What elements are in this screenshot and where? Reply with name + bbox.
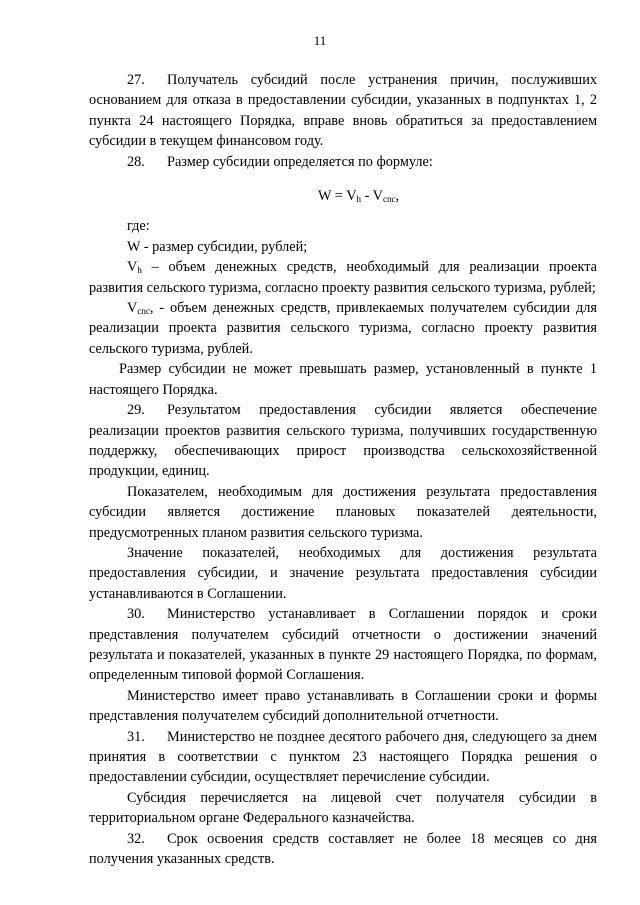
definition-vh [89, 257, 597, 298]
definition-w: W - размер субсидии, рублей; [127, 238, 308, 255]
paragraph-29-values: Значение показателей, необходимых для достижения результата предоставления субсидии, и значение результата предоставления субсидии устанавливаются в Соглашении. [89, 544, 597, 602]
paragraph-text: Размер субсидии определяется по формуле: [167, 153, 433, 170]
formula-part: W = V [318, 188, 357, 205]
definition-text: , - объем денежных средств, привлекаемых получателем субсидии для реализации проекта развития сельского туризма, согласно проекту развития сельского туризма, рублей. [89, 300, 597, 357]
paragraph-text: Министерство не позднее десятого рабочего дня, следующего за днем принятия в соответствии с пунктом 23 настоящего Порядка решения о предоставлении субсидии, осуществляет перечисление субсидии. [89, 728, 597, 786]
paragraph-number: 28. [127, 153, 145, 170]
formula-subscript: h [356, 194, 362, 205]
variable-subscript: cnc [137, 306, 150, 317]
variable-subscript: h [137, 265, 142, 276]
paragraph-text: Срок освоения средств составляет не более 18 месяцев со дня получения указанных средств. [89, 830, 597, 868]
formula-subscript: cnc [383, 194, 396, 205]
formula-part: - V [361, 188, 383, 205]
variable: V [127, 300, 138, 317]
limit-paragraph: Размер субсидии не может превышать размер, установленный в пункте 1 настоящего Порядка. [89, 361, 597, 398]
variable: V [127, 259, 138, 276]
paragraph-27 [89, 70, 597, 152]
definition-vcnc [89, 298, 597, 359]
paragraph-31 [89, 727, 597, 788]
paragraph-30 [89, 604, 597, 686]
paragraph-number: 32. [127, 830, 145, 847]
paragraph-number: 31. [127, 728, 145, 745]
paragraph-32 [89, 829, 597, 870]
page-number: 11 [313, 33, 327, 48]
paragraph-number: 29. [127, 402, 145, 419]
definition-text: – объем денежных средств, необходимый для реализации проекта развития сельского туризма, согласно проекту развития сельского туризма, рублей; [89, 259, 597, 296]
paragraph-31-extra: Субсидия перечисляется на лицевой счет получателя субсидии в территориальном органе Федерального казначейства. [89, 789, 597, 827]
paragraph-text: Министерство устанавливает в Соглашении порядок и сроки представления получателем субсидий отчетности о достижении значений результата и показателей, указанных в пункте 29 настоящего Порядка, по формам, определенным типовой формой Соглашения. [89, 606, 597, 684]
paragraph-number: 27. [127, 72, 145, 88]
where-label: где: [127, 218, 150, 235]
paragraph-text: Получатель субсидий после устранения причин, послуживших основанием для отказа в предоставлении субсидии, указанных в подпунктах 1, 2 пункта 24 настоящего Порядка, вправе вновь обратиться за предоставлением субсидии в текущем финансовом году. [89, 72, 597, 150]
paragraph-29-indicator: Показателем, необходимым для достижения результата предоставления субсидии является достижение плановых показателей деятельности, предусмотренных планом развития сельского туризма. [89, 483, 597, 541]
paragraph-text: Результатом предоставления субсидии является обеспечение реализации проектов развития сельского туризма, получивших государственную поддержку, обеспечивающих прирост производства сельскохозяйственной продукции, единиц. [89, 402, 597, 480]
formula [89, 186, 597, 206]
paragraph-29 [89, 400, 597, 482]
paragraph-30-extra: Министерство имеет право устанавливать в Соглашении сроки и формы представления получателем субсидий дополнительной отчетности. [89, 687, 597, 725]
formula-part: , [395, 188, 400, 205]
paragraph-number: 30. [127, 606, 145, 623]
document-body [89, 70, 597, 869]
paragraph-28 [89, 152, 597, 172]
